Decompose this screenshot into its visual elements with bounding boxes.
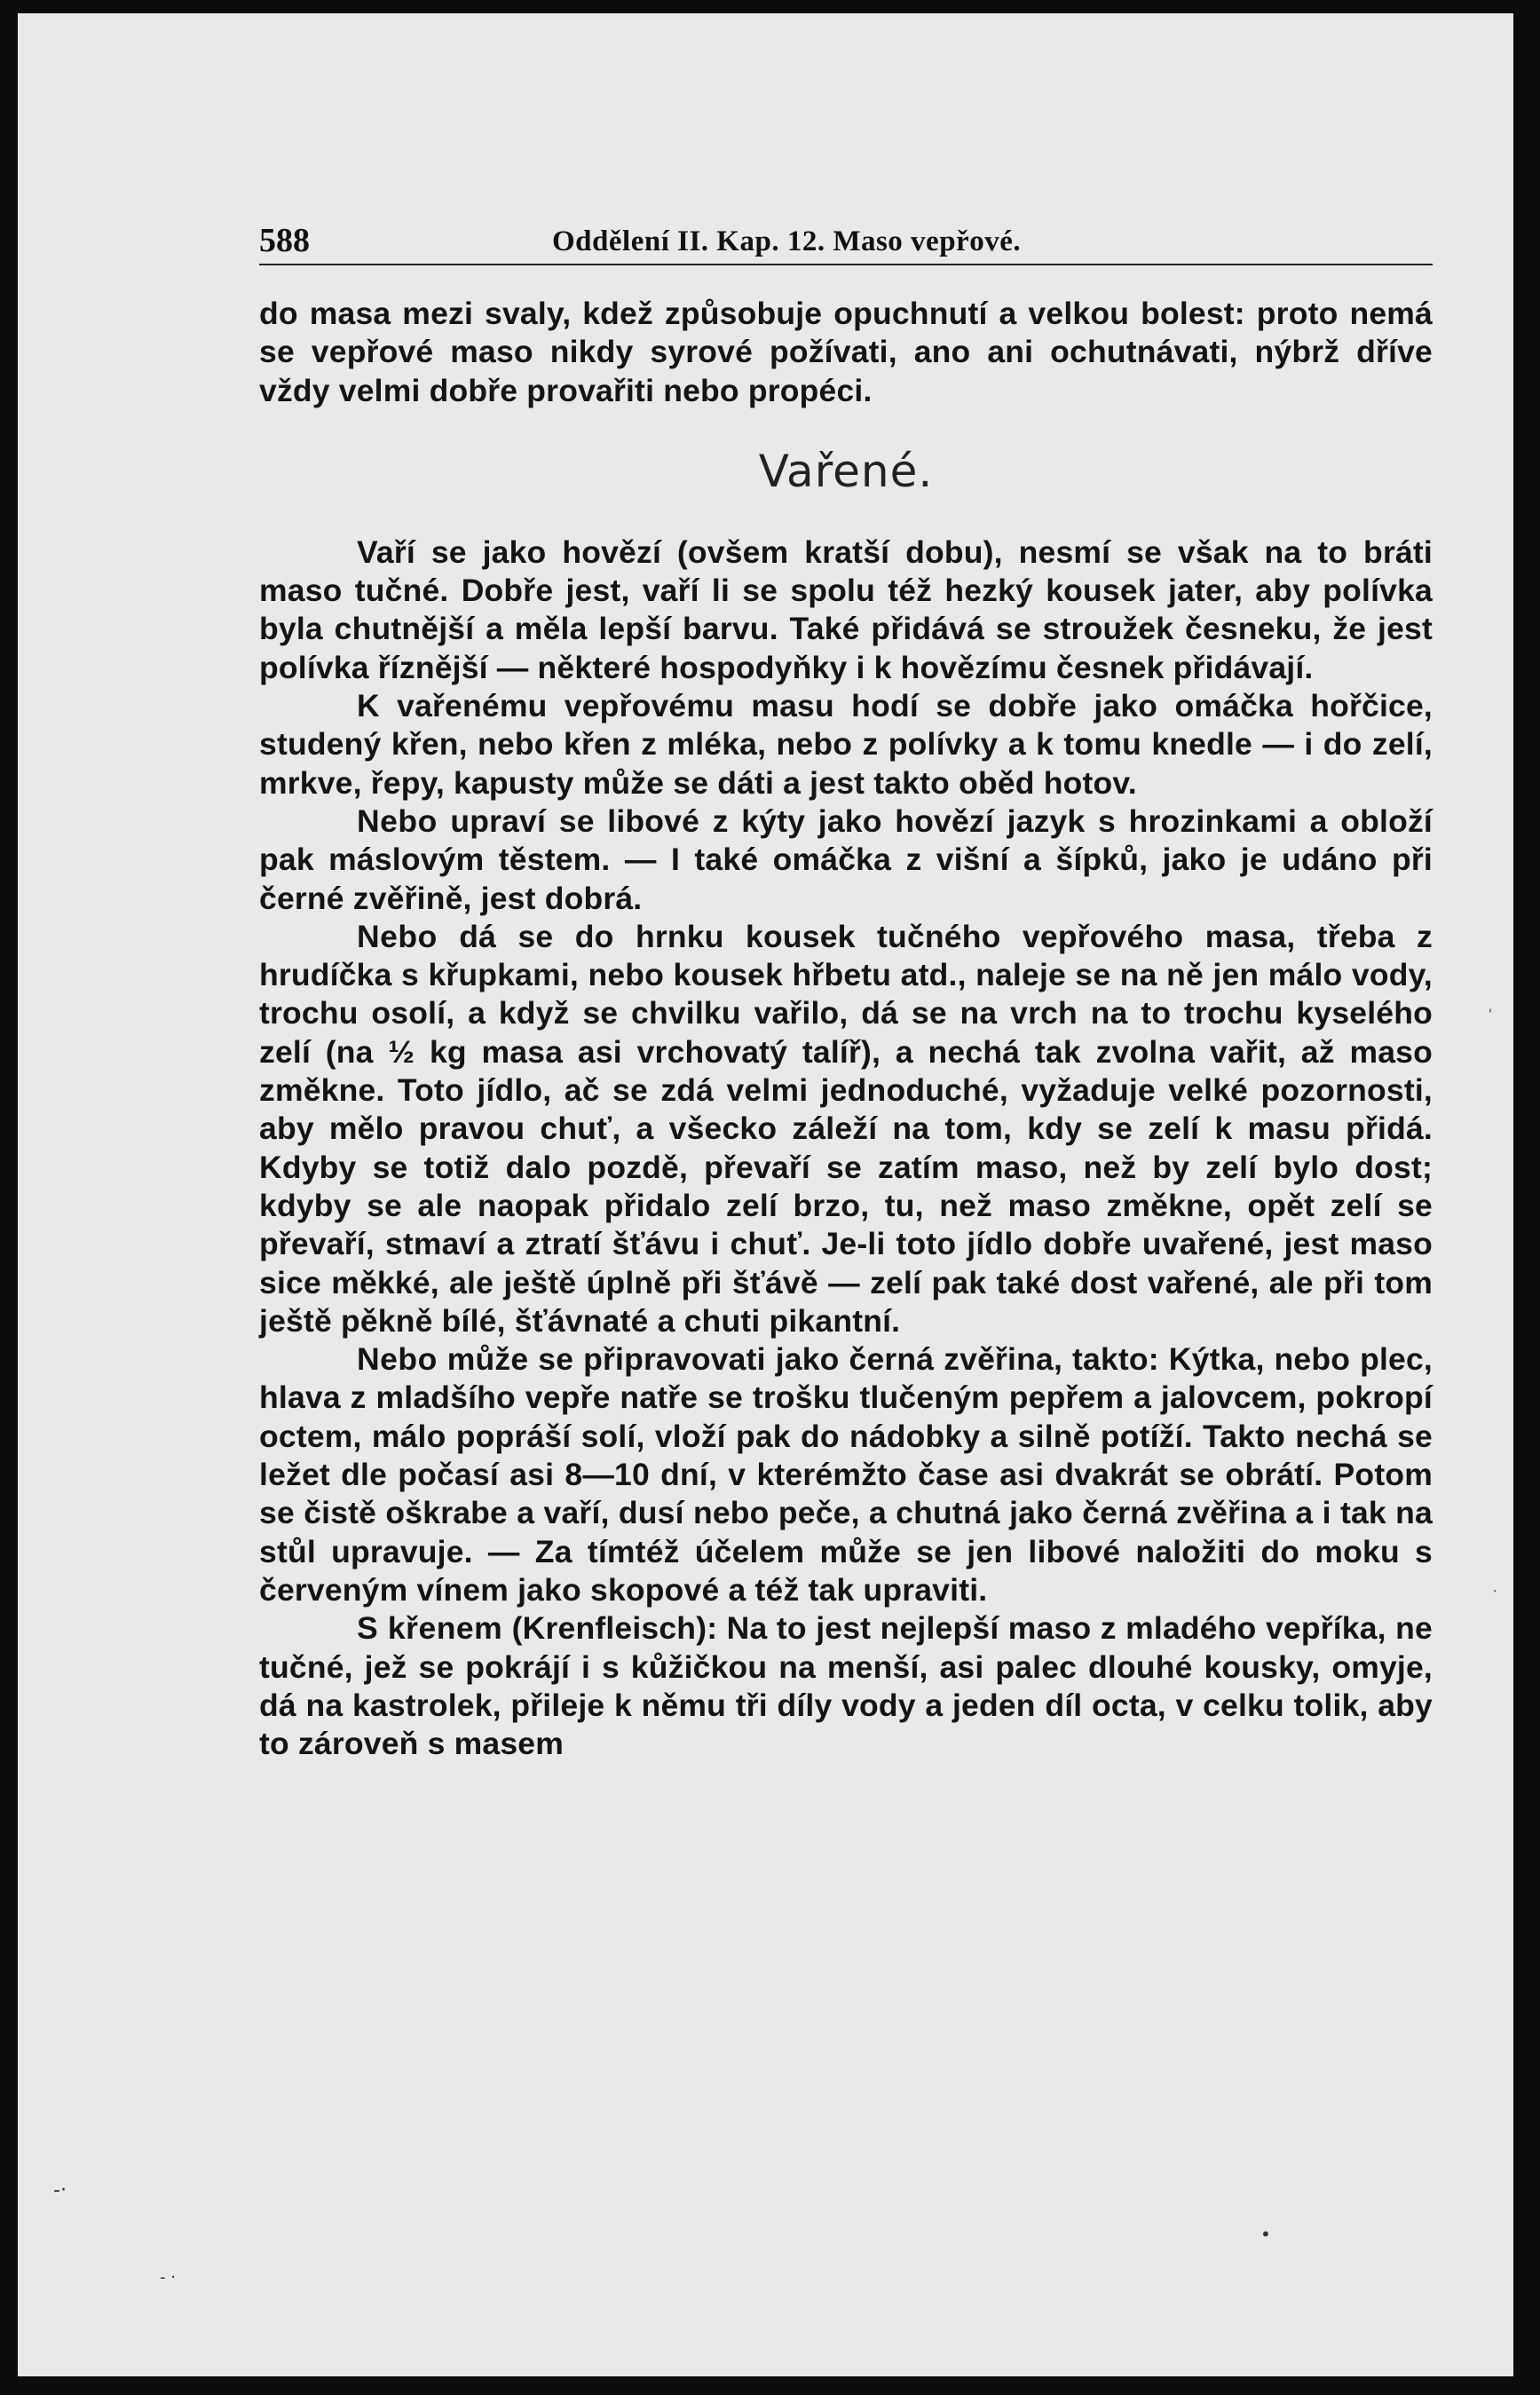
scan-speck-icon: • bbox=[1260, 2224, 1271, 2245]
paragraph bbox=[259, 534, 1433, 687]
paragraph-text: upraví se libové z kýty jako hovězí jazyk s hrozinkami a obloží pak máslovým těstem. — I také omáčka z višní a šípků, jako je udáno při černé zvěřině, jest dobrá. bbox=[259, 802, 1433, 916]
page-number: 588 bbox=[259, 222, 310, 259]
scan-speck-icon: -· bbox=[53, 2179, 67, 2201]
paragraph-text: Vaří se jako hovězí (ovšem kratší dobu), nesmí se však na to bráti maso tučné. Dobře jest, vaří li se spolu též hezký kousek jater, aby polívka byla chutnější a měla lepší barvu. Také přidává se stroužek česneku, že jest polívka říznější — některé hospodyňky i k hovězímu česnek přidávají. bbox=[259, 534, 1433, 685]
section-body bbox=[259, 534, 1433, 1764]
paragraph bbox=[259, 687, 1433, 802]
paragraph-lead: Nebo bbox=[357, 802, 438, 839]
paragraph-lead: Nebo bbox=[357, 1341, 438, 1378]
running-head: Oddělení II. Kap. 12. Maso vepřové. bbox=[552, 225, 1022, 257]
paragraph-text: dá se do hrnku kousek tučného vepřového masa, třeba z hrudíčka s křupkami, nebo kousek hřbetu atd., naleje se na ně jen málo vody, trochu osolí, a když se chvilku vařilo, dá se na vrch na to trochu kyselého zelí (na ½ kg masa asi vrchovatý talíř), a nechá tak zvolna vařit, až maso změkne. Toto jídlo, ač se zdá velmi jednoduché, vyžaduje velké pozornosti, aby mělo pravou chuť, a všecko záleží na tom, kdy se zelí k masu přidá. Kdyby se totiž dalo pozdě, převaří se zatím maso, než by zelí bylo dost; kdyby se ale naopak přidalo zelí brzo, tu, než maso změkne, opět zelí se převaří, stmaví a ztratí šťávu i chuť. Je-li toto jídlo dobře uvařené, jest maso sice měkké, ale ještě úplně při šťávě — zelí pak také dost vařené, ale při tom ještě pěkně bílé, šťávnaté a chuti pikantní. bbox=[259, 918, 1433, 1339]
paragraph-lead: S křenem bbox=[357, 1610, 503, 1647]
paragraph bbox=[259, 1340, 1433, 1609]
paragraph-text: (Krenfleisch): Na to jest nejlepší maso z mladého vepříka, ne tučné, jež se pokrájí i s kůžičkou na menší, asi palec dlouhé kousky, omyje, dá na kastrolek, přileje k němu tři díly vody a jeden díl octa, v celku tolik, aby to zároveň s masem bbox=[259, 1610, 1433, 1762]
paragraph bbox=[259, 1609, 1433, 1763]
paragraph-text: může se připravovati jako černá zvěřina, takto: Kýtka, nebo plec, hlava z mladšího vepře natře se trošku tlučeným pepřem a jalovcem, pokropí octem, málo popráší solí, vloží pak do nádobky a silně potíží. Takto nechá se ležet dle počasí asi 8—10 dní, v kterémžto čase asi dvakrát se obrátí. Potom se čistě oškrabe a vaří, dusí nebo peče, a chutná jako černá zvěřina a i tak na stůl upravuje. — Za tímtéž účelem může se jen libové naložiti do moku s červeným vínem jako skopové a též tak upraviti. bbox=[259, 1341, 1433, 1608]
page-content bbox=[259, 210, 1433, 1763]
scan-speck-icon: ' bbox=[1489, 1008, 1492, 1022]
book-page bbox=[18, 13, 1513, 2376]
scan-speck-icon: - · bbox=[160, 2268, 176, 2287]
paragraph-lead: Nebo bbox=[357, 918, 438, 954]
intro-paragraph: do masa mezi svaly, kdež způsobuje opuchnutí a velkou bolest: proto nemá se vepřové maso nikdy syrové požívati, ano ani ochutnávati, nýbrž dříve vždy velmi dobře provařiti nebo propéci. bbox=[259, 296, 1433, 408]
paragraph-text: K vařenému vepřovému masu hodí se dobře jako omáčka hořčice, studený křen, nebo křen z mléka, nebo z polívky a k tomu knedle — i do zelí, mrkve, řepy, kapusty může se dáti a jest takto oběd hotov. bbox=[259, 688, 1433, 801]
scan-speck-icon: · bbox=[1493, 1585, 1497, 1599]
paragraph bbox=[259, 918, 1433, 1340]
page-header bbox=[259, 210, 1433, 265]
paragraph bbox=[259, 802, 1433, 918]
section-title: Vařené. bbox=[758, 445, 934, 497]
